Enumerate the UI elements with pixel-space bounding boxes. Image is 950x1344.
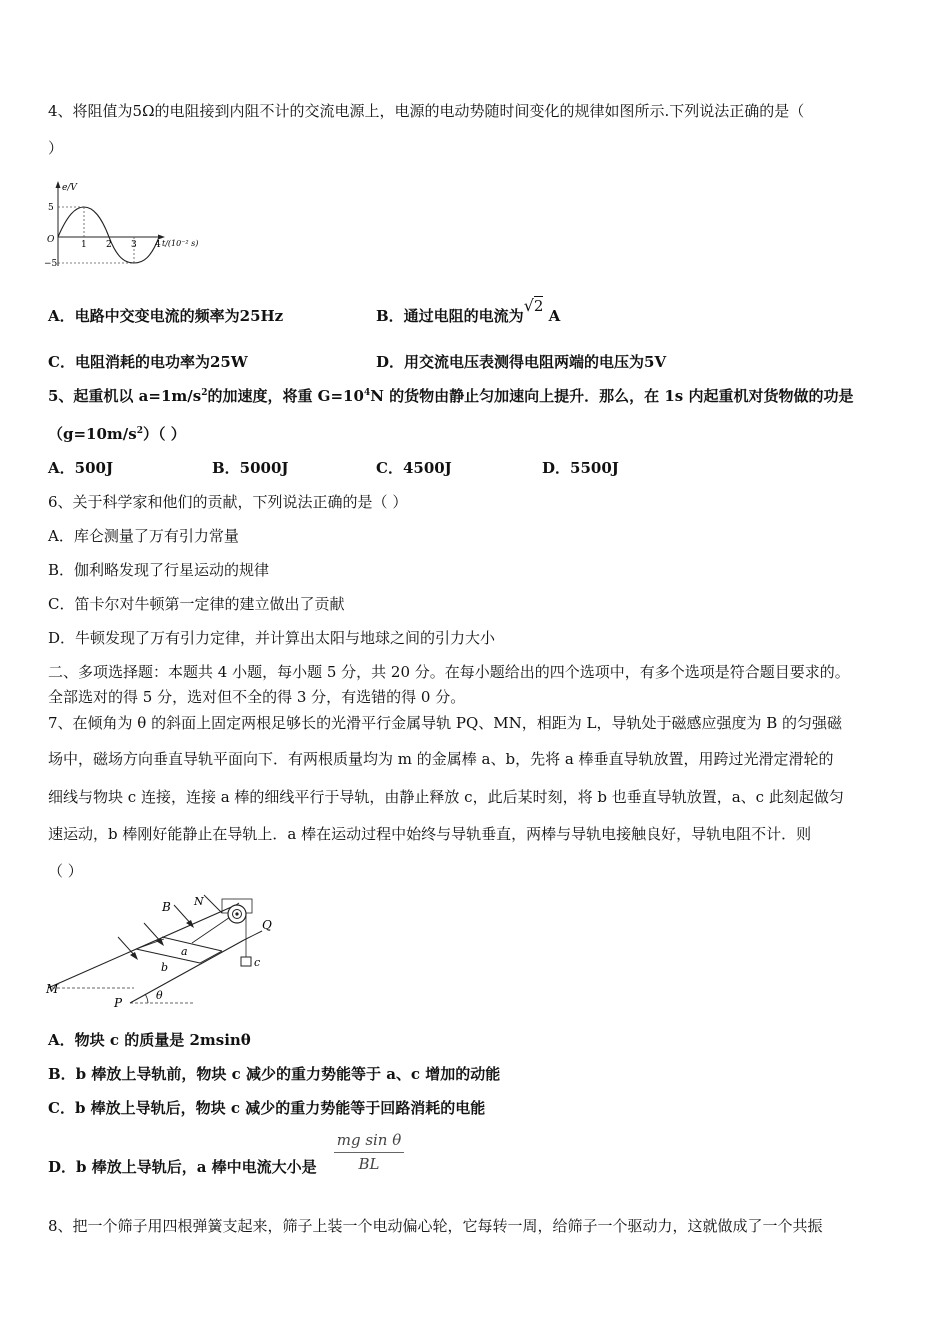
q6-option-c: C．笛卡尔对牛顿第一定律的建立做出了贡献 bbox=[48, 595, 345, 613]
q7-fraction bbox=[334, 1130, 404, 1175]
q7-option-b: B．b 棒放上导轨前，物块 c 减少的重力势能等于 a、c 增加的动能 bbox=[48, 1065, 501, 1083]
ytick-top: 5 bbox=[48, 203, 54, 213]
section2-line1: 二、多项选择题：本题共 4 小题，每小题 5 分，共 20 分。在每小题给出的四个选项中，有多个选项是符合题目要求的。 bbox=[48, 663, 850, 681]
q4-option-b-text: B．通过电阻的电流为 bbox=[376, 307, 524, 325]
section2-line2: 全部选对的得 5 分，选对但不全的得 3 分，有选错的得 0 分。 bbox=[48, 688, 466, 706]
theta-arc bbox=[145, 994, 148, 1003]
field-arrowhead-3 bbox=[130, 952, 138, 960]
q7-stem-line2: 场中，磁场方向垂直导轨平面向下．有两根质量均为 m 的金属棒 a、b，先将 a 棒垂直导轨放置，用跨过光滑定滑轮的 bbox=[48, 750, 834, 768]
xtick-3: 3 bbox=[131, 240, 137, 250]
label-M: M bbox=[46, 982, 59, 996]
sine-curve bbox=[58, 207, 159, 263]
q4-sine-figure bbox=[44, 178, 204, 274]
q4-option-b bbox=[376, 296, 561, 326]
q5-option-d: D．5500J bbox=[542, 459, 619, 477]
q7-stem-line3: 细线与物块 c 连接，连接 a 棒的细线平行于导轨，由静止释放 c，此后某时刻，将 b 也垂直导轨放置，a、c 此刻起做匀 bbox=[48, 788, 844, 806]
pulley-axle bbox=[235, 912, 238, 915]
q4-stem-line2: ） bbox=[48, 139, 64, 157]
xtick-1: 1 bbox=[81, 240, 87, 250]
q5-option-a: A．500J bbox=[48, 459, 114, 477]
q4-option-c: C．电阻消耗的电功率为25W bbox=[48, 353, 248, 371]
q4-option-a: A．电路中交变电流的频率为25Hz bbox=[48, 307, 284, 325]
q4-stem-line1: 4、将阻值为5Ω的电阻接到内阻不计的交流电源上，电源的电动势随时间变化的规律如图所示.下列说法正确的是（ bbox=[48, 102, 805, 120]
q7-option-d: D．b 棒放上导轨后，a 棒中电流大小是 bbox=[48, 1158, 317, 1176]
label-a: a bbox=[181, 945, 188, 958]
label-Q: Q bbox=[262, 918, 272, 932]
q8-stem-line1: 8、把一个筛子用四根弹簧支起来，筛子上装一个电动偏心轮，它每转一周，给筛子一个驱动力，这就做成了一个共振 bbox=[48, 1217, 823, 1235]
label-B: B bbox=[162, 900, 171, 914]
q5-sup1: 2 bbox=[201, 388, 208, 398]
xtick-4: 4 bbox=[155, 240, 161, 250]
block-c bbox=[241, 957, 251, 966]
ylabel: e/V bbox=[62, 183, 77, 193]
q5-option-b: B．5000J bbox=[212, 459, 289, 477]
q7-option-c: C．b 棒放上导轨后，物块 c 减少的重力势能等于回路消耗的电能 bbox=[48, 1099, 486, 1117]
q5-line2-part1: （g=10m/s bbox=[48, 425, 137, 443]
q7-incline-figure bbox=[44, 893, 284, 1013]
q5-stem-part1: 5、起重机以 a=1m/s bbox=[48, 387, 202, 405]
rail-PQ-end bbox=[244, 931, 262, 940]
q7-option-a: A．物块 c 的质量是 2msinθ bbox=[48, 1031, 251, 1049]
frame-right bbox=[200, 951, 222, 963]
sqrt-radicand: 2 bbox=[533, 297, 544, 315]
q7-stem-line5: （ ） bbox=[48, 862, 83, 880]
q4-option-b-unit: A bbox=[548, 307, 561, 325]
q7-stem-line1: 7、在倾角为 θ 的斜面上固定两根足够长的光滑平行金属导轨 PQ、MN，相距为 L，导轨处于磁感应强度为 B 的匀强磁 bbox=[48, 714, 843, 732]
bar-a bbox=[162, 937, 222, 951]
q5-stem-part3: N 的货物由静止匀加速向上提升．那么，在 1s 内起重机对货物做的功是 bbox=[370, 387, 854, 405]
q4-option-d: D．用交流电压表测得电阻两端的电压为5V bbox=[376, 353, 667, 371]
label-b: b bbox=[161, 961, 169, 974]
q5-stem-part2: 的加速度，将重 G=10 bbox=[207, 387, 364, 405]
xtick-2: 2 bbox=[106, 240, 112, 250]
q7-stem-line4: 速运动，b 棒刚好能静止在导轨上．a 棒在运动过程中始终与导轨垂直，两棒与导轨电接触良好，导轨电阻不计．则 bbox=[48, 825, 812, 843]
label-P: P bbox=[114, 996, 123, 1010]
q5-line2-sup: 2 bbox=[136, 426, 143, 436]
q5-sup2: 4 bbox=[363, 388, 371, 398]
xlabel: t/(10⁻² s) bbox=[162, 239, 199, 248]
q6-option-b: B．伽利略发现了行星运动的规律 bbox=[48, 561, 270, 579]
sqrt-sign: √ bbox=[523, 296, 534, 315]
label-c: c bbox=[254, 956, 261, 969]
q5-line2-part2: ）（ ） bbox=[143, 425, 186, 443]
y-axis-arrow bbox=[56, 181, 61, 188]
fraction-denominator: BL bbox=[358, 1155, 380, 1173]
q6-option-a: A．库仑测量了万有引力常量 bbox=[48, 527, 239, 545]
field-arrow-4 bbox=[204, 895, 222, 913]
fraction-numerator: mg sin θ bbox=[336, 1131, 402, 1149]
q5-stem-line2 bbox=[48, 424, 186, 444]
q5-option-c: C．4500J bbox=[376, 459, 452, 477]
label-theta: θ bbox=[156, 989, 163, 1002]
origin-label: O bbox=[47, 235, 55, 245]
ytick-bottom: −5 bbox=[44, 259, 58, 269]
label-N: N bbox=[194, 895, 204, 908]
q5-stem bbox=[48, 386, 853, 406]
q6-option-d: D．牛顿发现了万有引力定律，并计算出太阳与地球之间的引力大小 bbox=[48, 629, 496, 647]
q6-stem: 6、关于科学家和他们的贡献，下列说法正确的是（ ） bbox=[48, 493, 408, 511]
